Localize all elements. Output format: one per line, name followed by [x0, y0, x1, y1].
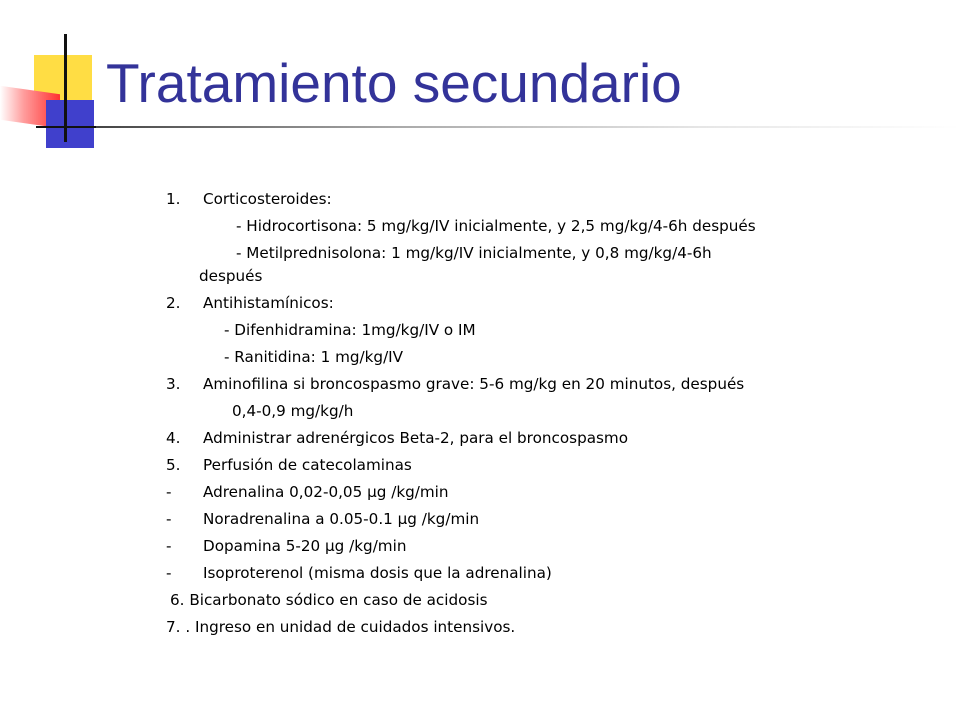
page-title: Tratamiento secundario: [106, 52, 682, 114]
list-item-noradrenalina: [166, 506, 846, 533]
list-item-ingreso-uci: 7. . Ingreso en unidad de cuidados intensivos.: [166, 618, 516, 636]
sub-item-difenhidramina: - Difenhidramina: 1mg/kg/IV o IM: [224, 321, 476, 339]
logo-horizontal-line: [36, 126, 100, 128]
slide-logo-decoration: [0, 0, 110, 160]
list-item-beta2: [166, 425, 846, 452]
list-item-catecolaminas: [166, 452, 846, 479]
list-bullet: -: [166, 510, 172, 528]
list-text: Corticosteroides:: [203, 190, 332, 208]
list-item-dopamina: [166, 533, 846, 560]
list-item-antihistaminicos: [166, 290, 846, 317]
list-text: Aminofilina si broncospasmo grave: 5-6 mg/kg en 20 minutos, después: [203, 375, 745, 393]
slide-body: [166, 186, 846, 641]
list-bullet: -: [166, 564, 172, 582]
list-text: Perfusión de catecolaminas: [203, 456, 412, 474]
list-number: 4.: [166, 429, 181, 447]
sub-item-hidrocortisona: - Hidrocortisona: 5 mg/kg/IV inicialmente, y 2,5 mg/kg/4-6h después: [236, 217, 756, 235]
list-text: Noradrenalina a 0.05-0.1 µg /kg/min: [203, 510, 480, 528]
list-bullet: -: [166, 537, 172, 555]
sub-item-aminofilina-dose: 0,4-0,9 mg/kg/h: [232, 402, 354, 420]
sub-item-ranitidina: - Ranitidina: 1 mg/kg/IV: [224, 348, 404, 366]
list-number: 2.: [166, 294, 181, 312]
sub-item-line1: - Metilprednisolona: 1 mg/kg/IV inicialmente, y 0,8 mg/kg/4-6h: [236, 244, 712, 262]
list-number: 1.: [166, 190, 181, 208]
list-item-bicarbonato: 6. Bicarbonato sódico en caso de acidosis: [170, 591, 488, 609]
list-number: 3.: [166, 375, 181, 393]
list-text: Adrenalina 0,02-0,05 µg /kg/min: [203, 483, 449, 501]
list-number: 5.: [166, 456, 181, 474]
title-underline: [96, 126, 960, 128]
sub-item-line2: después: [199, 267, 263, 285]
list-bullet: -: [166, 483, 172, 501]
list-item-isoproterenol: [166, 560, 846, 587]
list-item-adrenalina: [166, 479, 846, 506]
list-text: Isoproterenol (misma dosis que la adrenalina): [203, 564, 552, 582]
list-item-corticosteroides: [166, 186, 846, 213]
list-item-aminofilina: [166, 371, 846, 398]
sub-item-metilprednisolona: [166, 240, 846, 290]
list-text: Dopamina 5-20 µg /kg/min: [203, 537, 407, 555]
logo-blue-square: [46, 100, 94, 148]
list-text: Antihistamínicos:: [203, 294, 334, 312]
list-text: Administrar adrenérgicos Beta-2, para el broncospasmo: [203, 429, 629, 447]
